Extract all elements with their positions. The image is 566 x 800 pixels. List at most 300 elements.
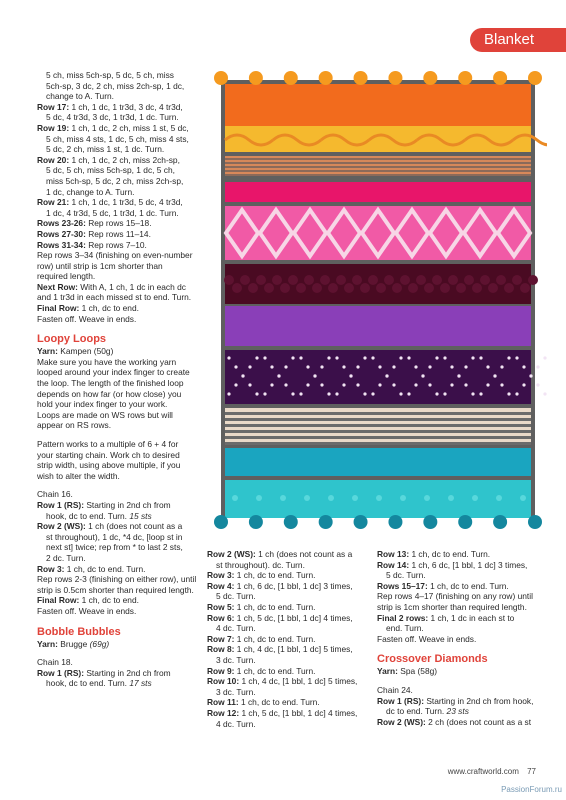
instruction-text: 5 dc, 4 tr3d, 3 dc, 1 tr3d, 1 dc. Turn.: [46, 112, 179, 123]
pompom-bottom: [319, 515, 333, 529]
grey-stripe: [225, 260, 531, 264]
dot: [435, 356, 438, 359]
text-line: [37, 595, 207, 606]
text-line: [377, 666, 547, 677]
instruction-text: 1 ch, 4 dc, [1 bbl, 1 dc] 5 times,: [239, 676, 358, 687]
dot: [493, 374, 496, 377]
instruction-text: Rep rows 11–14.: [85, 228, 151, 239]
section-heading: Crossover Diamonds: [377, 653, 488, 666]
dot: [507, 356, 510, 359]
row-label: Yarn:: [37, 346, 58, 357]
pompom-top: [528, 71, 542, 85]
text-line: [377, 591, 547, 602]
instruction-text: 1 ch, 5 dc, [1 bbl, 1 dc] 4 times,: [239, 707, 358, 718]
instruction-text: 4 dc. Turn.: [216, 623, 256, 634]
row-label: Row 14:: [377, 559, 410, 570]
instruction-text: 1 ch, dc to end. Turn.: [64, 563, 146, 574]
instruction-text: Make sure you have the working yarn: [37, 356, 177, 367]
text-line: [377, 549, 547, 560]
text-line: [207, 644, 375, 655]
instruction-text: 5 ch, miss 5ch-sp, 5 dc, 5 ch, miss: [46, 70, 174, 80]
loop-texture: [456, 283, 466, 293]
instruction-text: 1 ch, dc to end. Turn.: [234, 570, 316, 581]
pompom-top: [423, 71, 437, 85]
dot: [363, 392, 366, 395]
text-line: [207, 708, 375, 719]
section-tab: Blanket: [470, 28, 566, 52]
instruction-text: Fasten off. Weave in ends.: [37, 313, 137, 324]
text-line: [37, 165, 207, 176]
instruction-text: Fasten off. Weave in ends.: [37, 605, 137, 616]
instruction-text: 1 ch (does not count as a: [85, 521, 183, 532]
text-line: [37, 471, 207, 482]
dot: [371, 392, 374, 395]
dot: [428, 365, 431, 368]
text-line: [37, 176, 207, 187]
loop-texture: [480, 275, 490, 285]
right-column: [377, 549, 547, 727]
instruction-text: and 1 tr3d in each missed st to end. Turn.: [37, 292, 192, 303]
thin-stripe: [225, 418, 531, 421]
instruction-text: Chain 18.: [37, 657, 73, 668]
dot: [255, 392, 258, 395]
text-line: [37, 367, 207, 378]
thin-stripe: [225, 430, 531, 433]
dot: [457, 374, 460, 377]
instruction-text: Starting in 2nd ch from: [84, 667, 171, 678]
dot: [543, 356, 546, 359]
dot: [471, 392, 474, 395]
text-line: [377, 717, 547, 728]
dot: [234, 383, 237, 386]
text-line: [207, 549, 375, 560]
dot: [356, 383, 359, 386]
loop-texture: [472, 283, 482, 293]
text-line: [37, 208, 207, 219]
spacer: [377, 677, 547, 685]
text-line: [207, 655, 375, 666]
loop-texture: [256, 275, 266, 285]
grey-stripe: [225, 304, 531, 306]
pompom-bottom: [388, 515, 402, 529]
row-label: Rows 31-34:: [37, 239, 86, 250]
text-line: [207, 591, 375, 602]
row-label: Row 8:: [207, 644, 235, 655]
text-line: [37, 123, 207, 134]
loop-texture: [296, 283, 306, 293]
text-line: [37, 574, 207, 585]
dot: [536, 365, 539, 368]
dot: [284, 365, 287, 368]
instruction-text: end. Turn.: [386, 623, 424, 634]
loop-texture: [528, 275, 538, 285]
stitch-count: 23 sts: [446, 706, 469, 717]
row-label: Rows 27-30:: [37, 228, 86, 239]
dot: [248, 383, 251, 386]
text-line: [377, 685, 547, 696]
dot: [414, 383, 417, 386]
text-line: [37, 460, 207, 471]
dot: [299, 356, 302, 359]
dot: [248, 365, 251, 368]
dot: [363, 356, 366, 359]
instruction-text: 5ch-sp, 3 dc, 2 ch, miss 2ch-sp, 1 dc,: [46, 80, 185, 91]
dot: [263, 392, 266, 395]
dot: [507, 392, 510, 395]
loop-texture: [432, 275, 442, 285]
spacer: [37, 481, 207, 489]
bobble: [496, 495, 502, 501]
instruction-text: your starting chain. Work ch to desired: [37, 449, 180, 460]
loop-texture: [288, 275, 298, 285]
thin-stripe: [225, 174, 531, 176]
pompom-top: [214, 71, 228, 85]
loop-texture: [448, 275, 458, 285]
text-line: [37, 102, 207, 113]
text-line: [37, 197, 207, 208]
row-label: Row 4:: [207, 580, 235, 591]
loop-texture: [344, 283, 354, 293]
pompom-top: [388, 71, 402, 85]
instruction-text: Rep rows 7–10.: [85, 239, 147, 250]
spacer: [377, 644, 547, 652]
instruction-text: 1 ch, 1 dc, 1 tr3d, 3 dc, 4 tr3d,: [69, 101, 183, 112]
text-line: [37, 511, 207, 522]
instruction-text: 1 ch, dc to end.: [79, 303, 139, 314]
pompom-bottom: [284, 515, 298, 529]
instruction-text: 1 ch, 5 dc, [1 bbl, 1 dc] 4 times,: [234, 612, 353, 623]
dot: [306, 383, 309, 386]
dot: [486, 383, 489, 386]
thin-stripe: [225, 412, 531, 415]
instruction-text: st throughout), 1 dc, *4 dc, [loop st in: [46, 531, 183, 542]
grey-stripe: [225, 202, 531, 206]
instruction-text: dc to end. Turn.: [386, 706, 447, 717]
dot: [414, 365, 417, 368]
watermark: PassionForum.ru: [501, 785, 562, 794]
instruction-text: 5 dc, 5 ch, miss 5ch-sp, 1 dc, 5 ch,: [46, 165, 175, 176]
dot: [320, 383, 323, 386]
dot: [327, 356, 330, 359]
text-line: [37, 229, 207, 240]
bobble: [400, 495, 406, 501]
text-line: [37, 240, 207, 251]
loop-texture: [304, 275, 314, 285]
dot: [435, 392, 438, 395]
bobble: [376, 495, 382, 501]
text-line: [207, 623, 375, 634]
loop-texture: [496, 275, 506, 285]
loop-texture: [440, 283, 450, 293]
instruction-text: strip width, using above multiple, if you: [37, 460, 181, 471]
text-line: [207, 634, 375, 645]
instruction-text: 1 ch, dc to end. Turn.: [427, 580, 509, 591]
text-line: [37, 399, 207, 410]
text-line: [37, 155, 207, 166]
row-label: Yarn:: [37, 638, 58, 649]
dot: [399, 392, 402, 395]
thin-stripe: [225, 166, 531, 168]
instruction-text: the loop. The length of the finished loop: [37, 378, 184, 389]
row-label: Rows 23-26:: [37, 218, 86, 229]
pompom-bottom: [458, 515, 472, 529]
text-line: [37, 450, 207, 461]
loop-texture: [408, 283, 418, 293]
bobble: [424, 495, 430, 501]
thin-stripe: [225, 158, 531, 160]
row-label: Final Row:: [37, 595, 80, 606]
pompom-bottom: [528, 515, 542, 529]
pompom-top: [284, 71, 298, 85]
loop-texture: [224, 275, 234, 285]
text-line: [37, 112, 207, 123]
text-line: [207, 676, 375, 687]
dot: [277, 374, 280, 377]
instruction-text: 1 ch, dc to end. Turn.: [409, 549, 491, 559]
row-label: Row 6:: [207, 612, 235, 623]
loop-texture: [416, 275, 426, 285]
purple-band: [225, 306, 531, 346]
text-line: [207, 581, 375, 592]
instruction-text: 1 ch, dc to end. Turn.: [238, 697, 320, 708]
row-label: Final Row:: [37, 303, 80, 314]
stitch-count: 17 sts: [129, 678, 152, 689]
dot: [313, 374, 316, 377]
dot: [234, 365, 237, 368]
text-line: [37, 606, 207, 617]
dot: [291, 392, 294, 395]
section-heading: Loopy Loops: [37, 333, 107, 346]
dot: [270, 365, 273, 368]
dot: [299, 392, 302, 395]
text-line: [37, 292, 207, 303]
text-line: [37, 553, 207, 564]
loop-texture: [240, 275, 250, 285]
bobble: [448, 495, 454, 501]
loop-texture: [376, 283, 386, 293]
text-line: [37, 314, 207, 325]
instruction-text: 4 dc. Turn.: [216, 718, 256, 729]
dot: [392, 383, 395, 386]
loop-texture: [384, 275, 394, 285]
instruction-text: 1 dc, change to A. Turn.: [46, 186, 135, 197]
text-line: [207, 570, 375, 581]
instruction-text: 1 ch, 1 dc, 2 ch, miss 1 st, 5 dc,: [69, 122, 189, 133]
dot: [450, 365, 453, 368]
loop-texture: [280, 283, 290, 293]
dot: [450, 383, 453, 386]
text-line: [37, 420, 207, 431]
loop-texture: [272, 275, 282, 285]
text-line: [37, 564, 207, 575]
instruction-text: 5 dc. Turn.: [216, 591, 256, 602]
dot: [227, 356, 230, 359]
text-line: [37, 389, 207, 400]
instruction-text: miss 5ch-sp, 5 dc, 2 ch, miss 2ch-sp,: [46, 175, 184, 186]
thin-stripe: [225, 436, 531, 439]
text-line: [207, 697, 375, 708]
text-line: [377, 570, 547, 581]
dot: [479, 356, 482, 359]
text-line: [37, 134, 207, 145]
pompom-top: [249, 71, 263, 85]
text-line: [37, 218, 207, 229]
grey-stripe: [225, 346, 531, 350]
loop-texture: [392, 283, 402, 293]
pompom-top: [354, 71, 368, 85]
text-line: [207, 560, 375, 571]
text-line: [37, 81, 207, 92]
dot: [421, 374, 424, 377]
pompom-bottom: [354, 515, 368, 529]
instruction-text: strip is 1cm shorter than required length.: [377, 601, 527, 612]
thin-stripe: [225, 424, 531, 427]
row-label: Row 10:: [207, 676, 240, 687]
instruction-text: 1 ch, 1 dc, 1 tr3d, 5 dc, 4 tr3d,: [69, 197, 183, 208]
pompom-bottom: [214, 515, 228, 529]
loop-texture: [504, 283, 514, 293]
loop-texture: [352, 275, 362, 285]
dot: [500, 383, 503, 386]
instruction-text: Spa (58g): [397, 666, 438, 677]
instruction-text: Rep rows 3–34 (finishing on even-number: [37, 250, 193, 261]
bobble: [256, 495, 262, 501]
dot: [306, 365, 309, 368]
dot: [407, 356, 410, 359]
row-label: Row 5:: [207, 601, 235, 612]
instruction-text: Brugge: [57, 638, 90, 649]
instruction-text: Rep rows 15–18.: [85, 218, 152, 229]
instruction-text: Rep rows 4–17 (finishing on any row) until: [377, 591, 533, 602]
instruction-text: depends on how far (or how close) you: [37, 388, 182, 399]
loop-texture: [312, 283, 322, 293]
dot: [349, 374, 352, 377]
dot: [356, 365, 359, 368]
instruction-text: 1 ch, dc to end.: [79, 595, 139, 606]
text-line: [37, 542, 207, 553]
row-label: Row 3:: [37, 563, 65, 574]
dot: [428, 383, 431, 386]
row-label: Next Row:: [37, 281, 78, 292]
row-label: Rows 15–17:: [377, 580, 428, 591]
row-label: Row 19:: [37, 122, 70, 133]
instruction-text: Starting in 2nd ch from hook,: [424, 695, 534, 706]
text-line: [37, 639, 207, 650]
instruction-text: 1 ch, 1 dc in each st to: [428, 612, 515, 623]
row-label: Row 20:: [37, 154, 70, 165]
loop-texture: [512, 275, 522, 285]
instruction-text: looped around your index finger to create: [37, 367, 190, 378]
instruction-text: Fasten off. Weave in ends.: [377, 633, 477, 644]
instruction-text: Loops are made on WS rows but will: [37, 409, 173, 420]
loop-texture: [520, 283, 530, 293]
text-line: [37, 489, 207, 500]
instruction-text: 5 dc. Turn.: [386, 570, 426, 581]
instruction-text: 1 dc, 4 tr3d, 5 dc, 1 tr3d, 1 dc. Turn.: [46, 207, 179, 218]
text-line: [377, 613, 547, 624]
dot: [270, 383, 273, 386]
text-line: [37, 378, 207, 389]
instruction-text: Chain 24.: [377, 684, 413, 695]
row-label: Final 2 rows:: [377, 612, 429, 623]
dot: [378, 365, 381, 368]
instruction-text: hook, dc to end. Turn.: [46, 678, 130, 689]
text-line: [37, 346, 207, 357]
text-line: [37, 70, 207, 81]
row-label: Row 1 (RS):: [37, 667, 84, 678]
row-label: Row 21:: [37, 197, 70, 208]
dot: [522, 383, 525, 386]
row-label: Row 11:: [207, 697, 239, 708]
pompom-bottom: [423, 515, 437, 529]
text-line: [37, 282, 207, 293]
text-line: [207, 719, 375, 730]
dot: [371, 356, 374, 359]
text-line: [377, 602, 547, 613]
text-line: [37, 532, 207, 543]
instruction-text: appear on RS rows.: [37, 420, 112, 431]
bobble: [472, 495, 478, 501]
loop-texture: [488, 283, 498, 293]
dot: [515, 392, 518, 395]
bobble: [328, 495, 334, 501]
loop-texture: [400, 275, 410, 285]
text-line: [37, 250, 207, 261]
instruction-text: 1 ch, dc to end. Turn.: [234, 633, 316, 644]
instruction-text: 2 ch (does not count as a st: [425, 716, 532, 727]
grey-stripe: [225, 404, 531, 408]
text-line: [377, 706, 547, 717]
text-line: [37, 657, 207, 668]
instruction-text: With A, 1 ch, 1 dc in each dc: [77, 281, 186, 292]
stitch-count: 15 sts: [129, 510, 152, 521]
instruction-text: 1 ch, 6 dc, [1 bbl, 1 dc] 3 times,: [409, 559, 528, 570]
row-label: Row 2 (WS):: [377, 716, 426, 727]
instruction-text: 3 dc. Turn.: [216, 654, 256, 665]
instruction-text: 3 dc. Turn.: [216, 686, 256, 697]
thin-stripe: [225, 162, 531, 164]
grey-stripe: [225, 176, 531, 182]
dot: [543, 392, 546, 395]
loop-texture: [360, 283, 370, 293]
dot: [320, 365, 323, 368]
dot: [443, 356, 446, 359]
row-label: Row 9:: [207, 665, 235, 676]
spacer: [37, 617, 207, 625]
row-label: Row 1 (RS):: [377, 695, 424, 706]
stitch-count: (69g): [89, 638, 110, 649]
text-line: [37, 668, 207, 679]
instruction-text: Pattern works to a multiple of 6 + 4 for: [37, 439, 179, 449]
instruction-text: 5 ch, miss 4 sts, 1 dc, 5 ch, miss 4 sts,: [46, 133, 189, 144]
instruction-text: change to A. Turn.: [46, 91, 114, 102]
dot: [342, 383, 345, 386]
dot: [342, 365, 345, 368]
text-line: [37, 585, 207, 596]
loop-texture: [320, 275, 330, 285]
row-label: Row 17:: [37, 101, 70, 112]
thin-stripe: [225, 170, 531, 172]
dot: [327, 392, 330, 395]
instruction-text: Chain 16.: [37, 489, 73, 500]
row-label: Yarn:: [377, 666, 398, 677]
instruction-text: 2 dc. Turn.: [46, 552, 86, 563]
loop-texture: [264, 283, 274, 293]
bobble: [232, 495, 238, 501]
instruction-text: 1 ch, dc to end. Turn.: [234, 665, 316, 676]
instruction-text: Kampen (50g): [57, 346, 114, 357]
blanket-photo: [207, 70, 547, 546]
